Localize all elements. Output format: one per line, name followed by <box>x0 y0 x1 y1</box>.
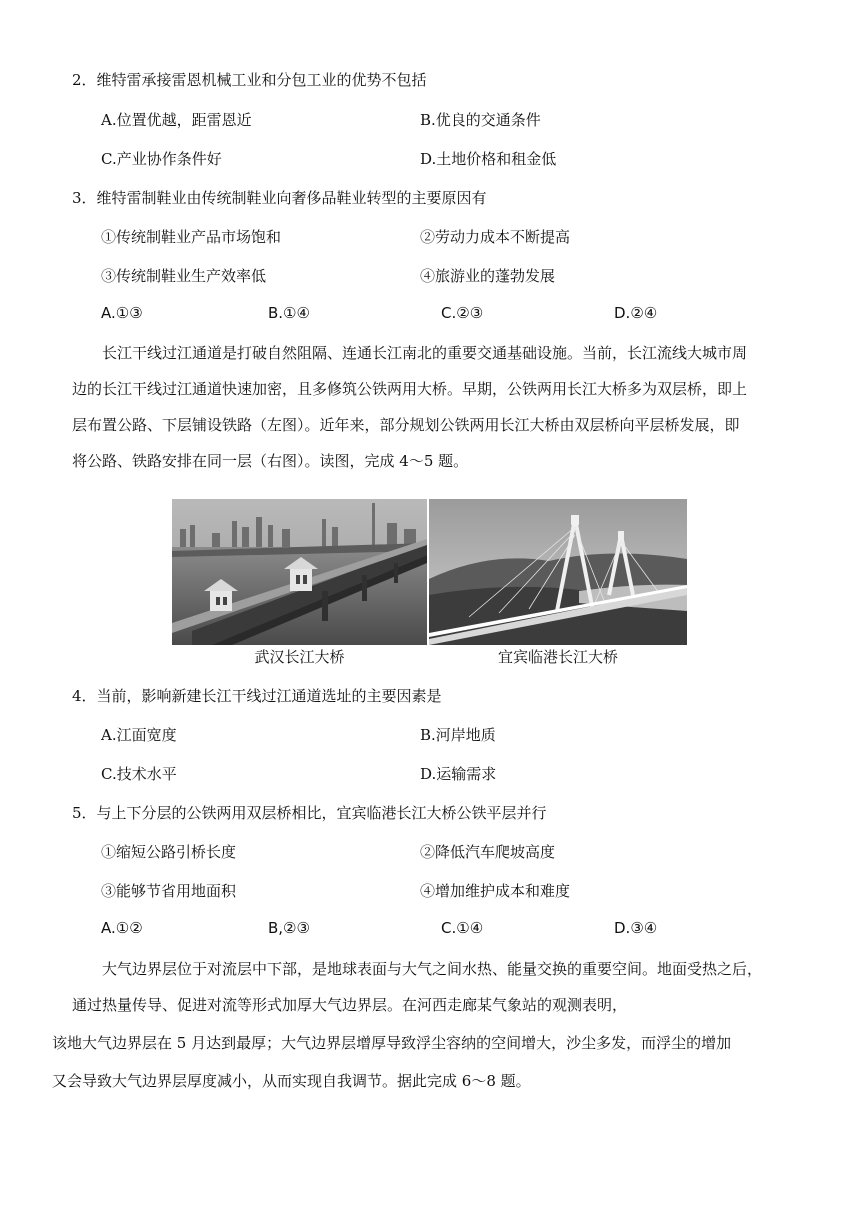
q4-option-c: C.技术水平 <box>101 765 177 783</box>
q5-choice-a: A.①② <box>101 919 143 937</box>
wuhan-bridge-photo <box>172 499 427 645</box>
q3-item-2: ②劳动力成本不断提高 <box>420 228 571 246</box>
q4-option-d: D.运输需求 <box>420 765 497 783</box>
passage-bridges <box>72 335 747 479</box>
q3-item-1: ①传统制鞋业产品市场饱和 <box>101 228 282 246</box>
passage-boundary-line-2: 通过热量传导、促进对流等形式加厚大气边界层。在河西走廊某气象站的观测表明， <box>72 996 628 1014</box>
q3-choice-a: A.①③ <box>101 304 143 322</box>
q5-choice-b: B,②③ <box>268 919 310 937</box>
yibin-bridge-caption: 宜宾临港长江大桥 <box>497 648 618 666</box>
passage-line: 层布置公路、下层铺设铁路（左图）。近年来，部分规划公铁两用长江大桥由双层桥向平层桥发展，即 <box>72 416 740 434</box>
q2-option-d: D.土地价格和租金低 <box>420 150 557 168</box>
q5-item-4: ④增加维护成本和难度 <box>420 882 571 900</box>
passage-line: 边的长江干线过江通道快速加密，且多修筑公铁两用大桥。早期，公铁两用长江大桥多为双层桥，即上 <box>72 380 748 398</box>
q3-choice-b: B.①④ <box>268 304 310 322</box>
q5-item-3: ③能够节省用地面积 <box>101 882 237 900</box>
q5-item-2: ②降低汽车爬坡高度 <box>420 843 556 861</box>
passage-boundary-line-3: 该地大气边界层在 5 月达到最厚；大气边界层增厚导致浮尘容纳的空间增大，沙尘多发，而浮尘的增加 <box>52 1034 732 1052</box>
passage-boundary-line-1: 大气边界层位于对流层中下部，是地球表面与大气之间水热、能量交换的重要空间。地面受热之后， <box>102 960 763 978</box>
passage-boundary-line-4: 又会导致大气边界层厚度减小，从而实现自我调节。据此完成 6～8 题。 <box>52 1072 531 1090</box>
q4-stem: 4．当前，影响新建长江干线过江通道选址的主要因素是 <box>72 687 442 705</box>
q3-item-3: ③传统制鞋业生产效率低 <box>101 267 267 285</box>
q2-option-c: C.产业协作条件好 <box>101 150 222 168</box>
q5-choice-d: D.③④ <box>614 919 658 937</box>
q3-choice-d: D.②④ <box>614 304 658 322</box>
q3-item-4: ④旅游业的蓬勃发展 <box>420 267 556 285</box>
wuhan-bridge-caption: 武汉长江大桥 <box>254 648 345 666</box>
q2-stem: 2．维特雷承接雷恩机械工业和分包工业的优势不包括 <box>72 71 427 89</box>
q5-choice-c: C.①④ <box>441 919 484 937</box>
q5-stem: 5．与上下分层的公铁两用双层桥相比，宜宾临港长江大桥公铁平层并行 <box>72 804 547 822</box>
q4-option-a: A.江面宽度 <box>101 726 177 744</box>
yibin-bridge-photo <box>429 499 687 645</box>
passage-line: 长江干线过江通道是打破自然阻隔、连通长江南北的重要交通基础设施。当前，长江流线大城市周 <box>102 344 748 362</box>
q4-option-b: B.河岸地质 <box>420 726 496 744</box>
q3-stem: 3．维特雷制鞋业由传统制鞋业向奢侈品鞋业转型的主要原因有 <box>72 189 487 207</box>
q2-option-b: B.优良的交通条件 <box>420 111 541 129</box>
q2-option-a: A.位置优越，距雷恩近 <box>101 111 252 129</box>
q3-choice-c: C.②③ <box>441 304 484 322</box>
passage-line: 将公路、铁路安排在同一层（右图）。读图，完成 4～5 题。 <box>72 452 469 470</box>
q5-item-1: ①缩短公路引桥长度 <box>101 843 237 861</box>
